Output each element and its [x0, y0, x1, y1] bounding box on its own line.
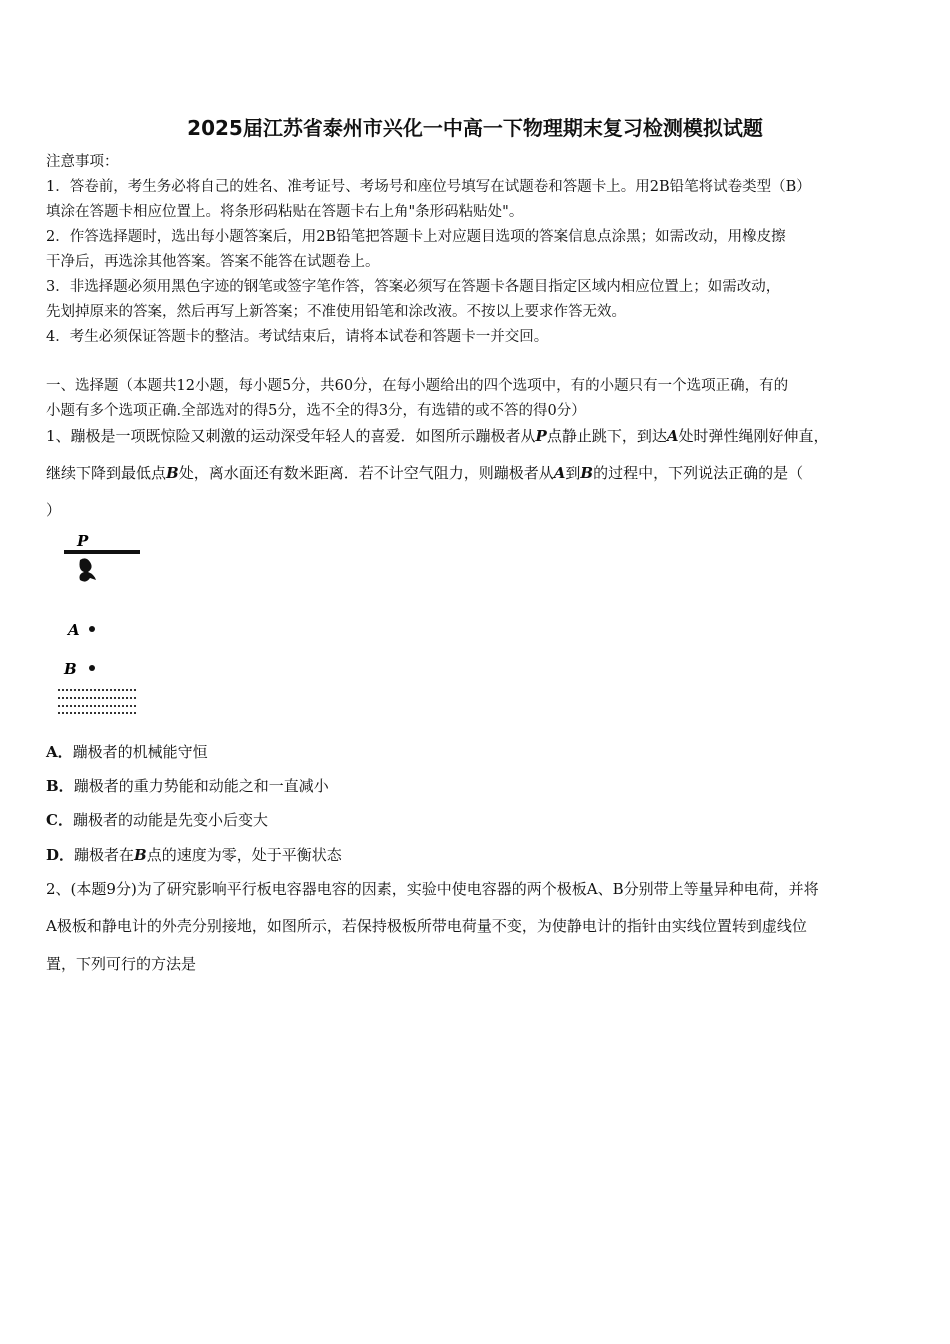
point-b-ref: B [134, 846, 147, 864]
jumper-icon [80, 558, 97, 581]
q2-stem-line-3: 置，下列可行的方法是 [46, 955, 197, 973]
point-a-ref: A [666, 427, 679, 445]
option-key: C． [46, 811, 73, 829]
point-b-ref: B [580, 464, 594, 482]
bungee-figure [52, 530, 152, 720]
section1-line-1: 一、选择题（本题共12小题，每小题5分，共60分，在每小题给出的四个选项中，有的小题只有一个选项正确，有的 [46, 378, 789, 394]
notice-line-3: 2．作答选择题时，选出每小题答案后，用2B铅笔把答题卡上对应题目选项的答案信息点涂黑；如需改动，用橡皮擦 [46, 229, 786, 245]
option-text: 点的速度为零，处于平衡状态 [146, 846, 342, 864]
notice-line-5: 3．非选择题必须用黑色字迹的钢笔或签字笔作答，答案必须写在答题卡各题目指定区域内相应位置上；如需改动， [46, 279, 781, 295]
point-a-dot [89, 626, 95, 632]
q2-stem-line-2: A极板和静电计的外壳分别接地，如图所示，若保持极板所带电荷量不变，为使静电计的指针由实线位置转到虚线位 [46, 917, 807, 935]
q1-option-c [46, 810, 268, 830]
q1-text: 处时弹性绳刚好伸直， [678, 427, 829, 445]
option-text: 蹦极者的重力势能和动能之和一直减小 [73, 777, 329, 795]
notice-line-1: 1．答卷前，考生务必将自己的姓名、准考证号、考场号和座位号填写在试题卷和答题卡上。用2B铅笔将试卷类型（B） [46, 179, 811, 195]
figure-label-b: B [64, 660, 77, 678]
section1-line-2: 小题有多个选项正确.全部选对的得5分，选不全的得3分，有选错的或不答的得0分） [46, 403, 586, 419]
notice-heading: 注意事项： [46, 154, 119, 170]
q1-text: 1、蹦极是一项既惊险又刺激的运动深受年轻人的喜爱．如图所示蹦极者从 [46, 427, 536, 445]
q1-text: 点静止跳下，到达 [546, 427, 667, 445]
figure-label-p: P [77, 532, 89, 550]
option-text: 蹦极者在 [74, 846, 135, 864]
q1-stem-line-1 [46, 426, 829, 446]
option-key: D． [46, 846, 75, 864]
q1-text: 的过程中，下列说法正确的是（ [593, 464, 804, 482]
q1-option-a [46, 742, 208, 762]
notice-line-4: 干净后，再选涂其他答案。答案不能答在试题卷上。 [46, 254, 380, 270]
point-b-ref: B [166, 464, 179, 482]
q1-text: 到 [565, 464, 581, 482]
point-b-dot [89, 665, 95, 671]
q1-option-d [46, 845, 342, 865]
point-p-ref: P [535, 427, 547, 445]
q1-text: 处，离水面还有数米距离．若不计空气阻力，则蹦极者从 [178, 464, 554, 482]
q1-stem-line-3: ） [46, 501, 62, 519]
point-a-ref: A [553, 464, 566, 482]
q1-option-b [46, 776, 329, 796]
option-text: 蹦极者的动能是先变小后变大 [72, 811, 268, 829]
option-key: B． [46, 777, 74, 795]
q2-stem-line-1: 2、(本题9分)为了研究影响平行板电容器电容的因素，实验中使电容器的两个极板A、B分别带上等量异种电荷，并将 [46, 880, 819, 898]
option-text: 蹦极者的机械能守恒 [72, 743, 208, 761]
notice-line-2: 填涂在答题卡相应位置上。将条形码粘贴在答题卡右上角"条形码粘贴处"。 [46, 204, 524, 220]
figure-label-a: A [68, 621, 80, 639]
platform [64, 550, 140, 554]
notice-line-6: 先划掉原来的答案，然后再写上新答案；不准使用铅笔和涂改液。不按以上要求作答无效。 [46, 304, 626, 320]
notice-line-7: 4．考生必须保证答题卡的整洁。考试结束后，请将本试卷和答题卡一并交回。 [46, 329, 549, 345]
q1-stem-line-2 [46, 463, 803, 483]
option-key: A． [46, 743, 73, 761]
q1-text: 继续下降到最低点 [46, 464, 167, 482]
page-title: 2025届江苏省泰州市兴化一中高一下物理期末复习检测模拟试题 [187, 116, 763, 140]
